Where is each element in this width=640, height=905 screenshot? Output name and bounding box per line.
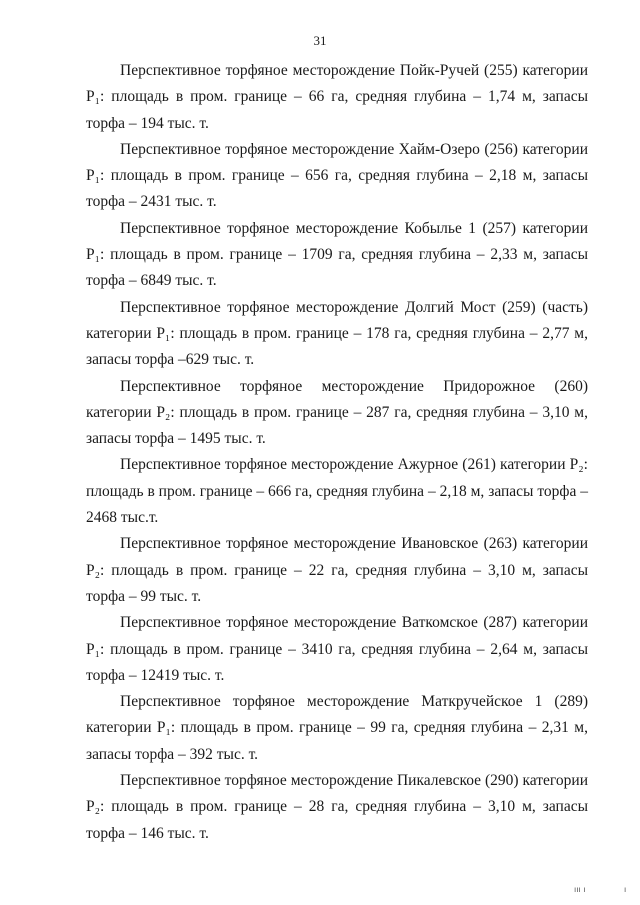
paragraph-poik-ruchei: Перспективное торфяное месторождение Пойк-Ручей (255) категории P₁: площадь в пром. границе – 66 га, средняя глубина – 1,74 м, запасы торфа – 194 тыс. т. [86,62,588,132]
document-body [86,58,588,847]
paragraph-matkruchejskoe-1: Перспективное торфяное месторождение Маткручейское 1 (289) категории P₁: площадь в пром. границе – 99 га, средняя глубина – 2,31 м, запасы торфа – 392 тыс. т. [86,693,588,763]
paragraph-vatkomskoe: Перспективное торфяное месторождение Ваткомское (287) категории P₁: площадь в пром. границе – 3410 га, средняя глубина – 2,64 м, запасы торфа – 12419 тыс. т. [86,614,588,684]
paragraph-ivanovskoe: Перспективное торфяное месторождение Ивановское (263) категории P₂: площадь в пром. границе – 22 га, средняя глубина – 3,10 м, запасы торфа – 99 тыс. т. [86,535,588,605]
scan-mark-right: ı [624,885,627,894]
paragraph-kobylye-1: Перспективное торфяное месторождение Кобылье 1 (257) категории P₁: площадь в пром. границе – 1709 га, средняя глубина – 2,33 м, запасы торфа – 6849 тыс. т. [86,219,588,290]
scan-mark-left: ııı ı [574,885,586,894]
paragraph-pikalevskoe: Перспективное торфяное месторождение Пикалевское (290) категории P₂: площадь в пром. границе – 28 га, средняя глубина – 3,10 м, запасы торфа – 146 тыс. т. [86,772,588,842]
paragraph-dolgiy-most: Перспективное торфяное месторождение Долгий Мост (259) (часть) категории P₁: площадь в пром. границе – 178 га, средняя глубина – 2,77 м, запасы торфа –629 тыс. т. [86,298,588,369]
paragraph-pridorozhnoe: Перспективное торфяное месторождение Придорожное (260) категории P₂: площадь в пром. границе – 287 га, средняя глубина – 3,10 м, запасы торфа – 1495 тыс. т. [86,377,588,448]
paragraph-khaim-ozero: Перспективное торфяное месторождение Хайм-Озеро (256) категории P₁: площадь в пром. границе – 656 га, средняя глубина – 2,18 м, запасы торфа – 2431 тыс. т. [86,140,588,211]
paragraph-azhurnoe: Перспективное торфяное месторождение Ажурное (261) категории P₂: площадь в пром. границе – 666 га, средняя глубина – 2,18 м, запасы торфа – 2468 тыс.т. [86,456,588,527]
page-number: 31 [313,33,327,48]
